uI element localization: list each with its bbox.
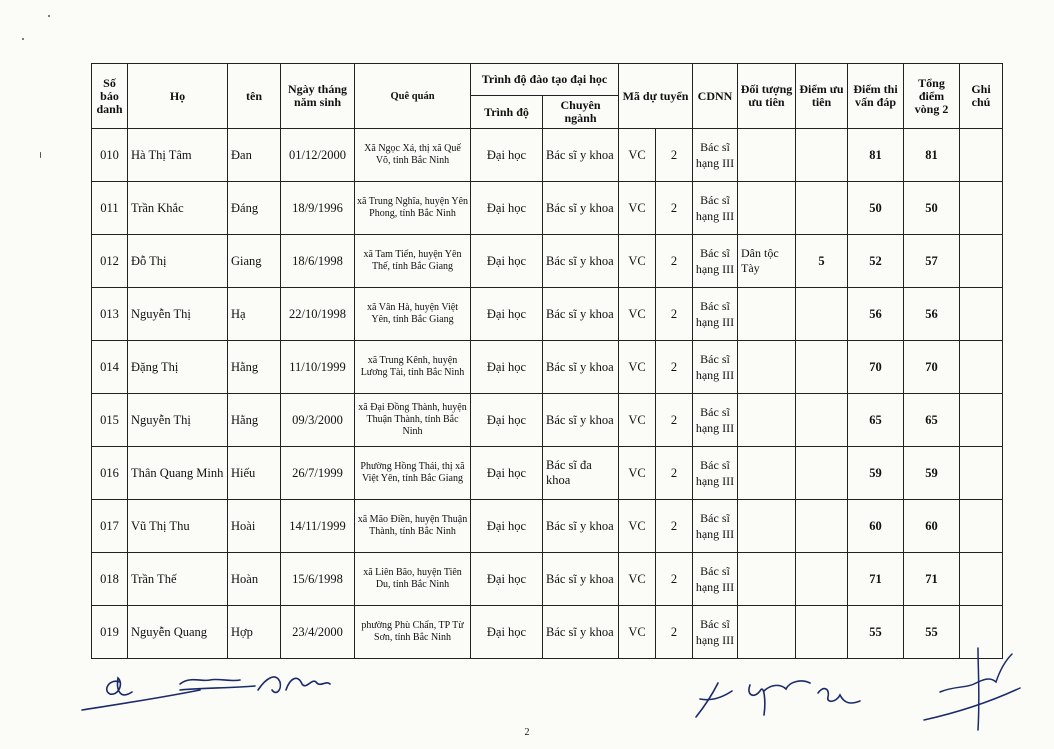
cell-doi-tuong <box>738 341 796 394</box>
cell-ma-du-tuyen-so: 2 <box>656 394 693 447</box>
table-row <box>92 394 1003 447</box>
cell-ho: Nguyễn Thị <box>128 394 228 447</box>
cell-ngay-sinh: 11/10/1999 <box>281 341 355 394</box>
col-header-chuyen-nganh: Chuyên ngành <box>543 96 619 129</box>
cell-diem-uu-tien <box>796 182 848 235</box>
table-row <box>92 129 1003 182</box>
col-header-ghi-chu: Ghi chú <box>960 64 1003 129</box>
cell-ma-du-tuyen-loai: VC <box>619 341 656 394</box>
col-header-doi-tuong: Đối tượng ưu tiên <box>738 64 796 129</box>
cell-ghi-chu <box>960 447 1003 500</box>
cell-trinh-do: Đại học <box>471 553 543 606</box>
col-header-que-quan: Quê quán <box>355 64 471 129</box>
cell-diem-uu-tien <box>796 341 848 394</box>
cell-doi-tuong <box>738 447 796 500</box>
table-row <box>92 553 1003 606</box>
cell-sbd: 016 <box>92 447 128 500</box>
cell-ma-du-tuyen-so: 2 <box>656 606 693 659</box>
cell-chuyen-nganh: Bác sĩ y khoa <box>543 553 619 606</box>
signature-left <box>80 660 360 720</box>
cell-cdnn: Bác sĩ hạng III <box>693 182 738 235</box>
cell-tong-diem: 65 <box>904 394 960 447</box>
cell-sbd: 011 <box>92 182 128 235</box>
cell-diem-thi: 56 <box>848 288 904 341</box>
cell-que-quan: xã Vân Hà, huyện Việt Yên, tỉnh Bắc Giang <box>355 288 471 341</box>
cell-ten: Giang <box>228 235 281 288</box>
cell-que-quan: phường Phù Chẩn, TP Từ Sơn, tỉnh Bắc Ninh <box>355 606 471 659</box>
cell-diem-thi: 81 <box>848 129 904 182</box>
cell-trinh-do: Đại học <box>471 341 543 394</box>
cell-cdnn: Bác sĩ hạng III <box>693 553 738 606</box>
cell-tong-diem: 60 <box>904 500 960 553</box>
cell-ma-du-tuyen-so: 2 <box>656 341 693 394</box>
cell-trinh-do: Đại học <box>471 182 543 235</box>
cell-ghi-chu <box>960 129 1003 182</box>
cell-ghi-chu <box>960 341 1003 394</box>
table-row <box>92 341 1003 394</box>
col-header-ngay-sinh: Ngày tháng năm sinh <box>281 64 355 129</box>
cell-ngay-sinh: 01/12/2000 <box>281 129 355 182</box>
cell-ten: Hợp <box>228 606 281 659</box>
cell-cdnn: Bác sĩ hạng III <box>693 129 738 182</box>
cell-doi-tuong <box>738 129 796 182</box>
cell-diem-uu-tien <box>796 288 848 341</box>
cell-ma-du-tuyen-loai: VC <box>619 606 656 659</box>
cell-trinh-do: Đại học <box>471 288 543 341</box>
cell-diem-uu-tien <box>796 129 848 182</box>
col-header-diem-thi: Điểm thi vấn đáp <box>848 64 904 129</box>
signature-middle <box>690 655 890 725</box>
cell-doi-tuong: Dân tộc Tày <box>738 235 796 288</box>
cell-tong-diem: 59 <box>904 447 960 500</box>
cell-tong-diem: 56 <box>904 288 960 341</box>
cell-diem-thi: 71 <box>848 553 904 606</box>
cell-ho: Thân Quang Minh <box>128 447 228 500</box>
table-row <box>92 606 1003 659</box>
cell-chuyen-nganh: Bác sĩ y khoa <box>543 341 619 394</box>
cell-ngay-sinh: 09/3/2000 <box>281 394 355 447</box>
cell-sbd: 010 <box>92 129 128 182</box>
col-header-trinh-do: Trình độ <box>471 96 543 129</box>
cell-chuyen-nganh: Bác sĩ đa khoa <box>543 447 619 500</box>
cell-diem-thi: 50 <box>848 182 904 235</box>
scan-speck <box>48 15 50 17</box>
cell-ghi-chu <box>960 500 1003 553</box>
cell-ngay-sinh: 22/10/1998 <box>281 288 355 341</box>
cell-diem-uu-tien: 5 <box>796 235 848 288</box>
cell-ho: Vũ Thị Thu <box>128 500 228 553</box>
cell-tong-diem: 55 <box>904 606 960 659</box>
cell-diem-thi: 65 <box>848 394 904 447</box>
cell-que-quan: Xã Ngọc Xá, thị xã Quế Võ, tỉnh Bắc Ninh <box>355 129 471 182</box>
cell-ma-du-tuyen-so: 2 <box>656 553 693 606</box>
cell-ngay-sinh: 18/9/1996 <box>281 182 355 235</box>
table-row <box>92 447 1003 500</box>
cell-ho: Nguyễn Thị <box>128 288 228 341</box>
page-number: 2 <box>524 727 530 738</box>
cell-que-quan: xã Mão Điền, huyện Thuận Thành, tỉnh Bắc Ninh <box>355 500 471 553</box>
cell-doi-tuong <box>738 500 796 553</box>
table-row <box>92 182 1003 235</box>
cell-cdnn: Bác sĩ hạng III <box>693 341 738 394</box>
cell-ngay-sinh: 23/4/2000 <box>281 606 355 659</box>
cell-cdnn: Bác sĩ hạng III <box>693 288 738 341</box>
scan-speck <box>40 152 41 158</box>
cell-chuyen-nganh: Bác sĩ y khoa <box>543 129 619 182</box>
cell-diem-thi: 55 <box>848 606 904 659</box>
cell-ten: Hiếu <box>228 447 281 500</box>
cell-cdnn: Bác sĩ hạng III <box>693 606 738 659</box>
cell-ngay-sinh: 26/7/1999 <box>281 447 355 500</box>
cell-tong-diem: 71 <box>904 553 960 606</box>
cell-cdnn: Bác sĩ hạng III <box>693 394 738 447</box>
cell-chuyen-nganh: Bác sĩ y khoa <box>543 606 619 659</box>
cell-que-quan: Phường Hồng Thái, thị xã Việt Yên, tỉnh Bắc Giang <box>355 447 471 500</box>
cell-ho: Đỗ Thị <box>128 235 228 288</box>
cell-diem-uu-tien <box>796 394 848 447</box>
results-table <box>91 63 1003 659</box>
cell-ngay-sinh: 14/11/1999 <box>281 500 355 553</box>
cell-chuyen-nganh: Bác sĩ y khoa <box>543 235 619 288</box>
cell-ma-du-tuyen-loai: VC <box>619 235 656 288</box>
cell-chuyen-nganh: Bác sĩ y khoa <box>543 394 619 447</box>
cell-ho: Nguyễn Quang <box>128 606 228 659</box>
scan-speck <box>22 38 24 40</box>
cell-diem-thi: 52 <box>848 235 904 288</box>
cell-ghi-chu <box>960 235 1003 288</box>
cell-chuyen-nganh: Bác sĩ y khoa <box>543 288 619 341</box>
col-header-cdnn: CDNN <box>693 64 738 129</box>
cell-trinh-do: Đại học <box>471 500 543 553</box>
table-row <box>92 500 1003 553</box>
cell-ma-du-tuyen-loai: VC <box>619 447 656 500</box>
signature-right <box>920 640 1040 735</box>
cell-trinh-do: Đại học <box>471 129 543 182</box>
cell-chuyen-nganh: Bác sĩ y khoa <box>543 182 619 235</box>
col-header-trinh-do-dao-tao: Trình độ đào tạo đại học <box>471 64 619 96</box>
cell-diem-thi: 70 <box>848 341 904 394</box>
cell-ho: Đặng Thị <box>128 341 228 394</box>
cell-cdnn: Bác sĩ hạng III <box>693 447 738 500</box>
cell-diem-thi: 60 <box>848 500 904 553</box>
cell-ten: Đan <box>228 129 281 182</box>
cell-ma-du-tuyen-so: 2 <box>656 129 693 182</box>
cell-ten: Đáng <box>228 182 281 235</box>
cell-ma-du-tuyen-so: 2 <box>656 500 693 553</box>
cell-ten: Hằng <box>228 394 281 447</box>
cell-ngay-sinh: 18/6/1998 <box>281 235 355 288</box>
cell-ma-du-tuyen-loai: VC <box>619 394 656 447</box>
cell-ten: Hạ <box>228 288 281 341</box>
cell-ma-du-tuyen-so: 2 <box>656 182 693 235</box>
cell-chuyen-nganh: Bác sĩ y khoa <box>543 500 619 553</box>
col-header-ten: tên <box>228 64 281 129</box>
cell-ghi-chu <box>960 182 1003 235</box>
cell-ho: Hà Thị Tâm <box>128 129 228 182</box>
cell-doi-tuong <box>738 606 796 659</box>
cell-que-quan: xã Đại Đồng Thành, huyện Thuận Thành, tỉnh Bắc Ninh <box>355 394 471 447</box>
cell-ten: Hằng <box>228 341 281 394</box>
cell-doi-tuong <box>738 182 796 235</box>
cell-ma-du-tuyen-so: 2 <box>656 288 693 341</box>
cell-diem-uu-tien <box>796 606 848 659</box>
cell-diem-uu-tien <box>796 500 848 553</box>
cell-ghi-chu <box>960 288 1003 341</box>
cell-trinh-do: Đại học <box>471 447 543 500</box>
cell-cdnn: Bác sĩ hạng III <box>693 500 738 553</box>
cell-ma-du-tuyen-loai: VC <box>619 182 656 235</box>
cell-doi-tuong <box>738 553 796 606</box>
cell-sbd: 018 <box>92 553 128 606</box>
cell-tong-diem: 50 <box>904 182 960 235</box>
cell-ho: Trần Thế <box>128 553 228 606</box>
cell-ma-du-tuyen-loai: VC <box>619 500 656 553</box>
cell-doi-tuong <box>738 288 796 341</box>
cell-ma-du-tuyen-loai: VC <box>619 288 656 341</box>
cell-que-quan: xã Trung Nghĩa, huyện Yên Phong, tỉnh Bắc Ninh <box>355 182 471 235</box>
cell-cdnn: Bác sĩ hạng III <box>693 235 738 288</box>
cell-ma-du-tuyen-so: 2 <box>656 235 693 288</box>
cell-que-quan: xã Tam Tiến, huyện Yên Thế, tỉnh Bắc Giang <box>355 235 471 288</box>
cell-ten: Hoài <box>228 500 281 553</box>
col-header-diem-uu-tien: Điểm ưu tiên <box>796 64 848 129</box>
cell-ma-du-tuyen-loai: VC <box>619 553 656 606</box>
col-header-tong-diem: Tổng điểm vòng 2 <box>904 64 960 129</box>
cell-ten: Hoàn <box>228 553 281 606</box>
cell-sbd: 014 <box>92 341 128 394</box>
cell-ma-du-tuyen-loai: VC <box>619 129 656 182</box>
cell-que-quan: xã Liên Bão, huyện Tiên Du, tỉnh Bắc Ninh <box>355 553 471 606</box>
cell-sbd: 015 <box>92 394 128 447</box>
cell-que-quan: xã Trung Kênh, huyện Lương Tài, tỉnh Bắc Ninh <box>355 341 471 394</box>
cell-diem-thi: 59 <box>848 447 904 500</box>
cell-tong-diem: 57 <box>904 235 960 288</box>
cell-ho: Trần Khắc <box>128 182 228 235</box>
table-row <box>92 288 1003 341</box>
cell-diem-uu-tien <box>796 447 848 500</box>
col-header-ho: Họ <box>128 64 228 129</box>
cell-tong-diem: 81 <box>904 129 960 182</box>
cell-trinh-do: Đại học <box>471 394 543 447</box>
table-row <box>92 235 1003 288</box>
cell-diem-uu-tien <box>796 553 848 606</box>
col-header-sbd: Số báo danh <box>92 64 128 129</box>
cell-ghi-chu <box>960 394 1003 447</box>
cell-ngay-sinh: 15/6/1998 <box>281 553 355 606</box>
cell-ma-du-tuyen-so: 2 <box>656 447 693 500</box>
cell-trinh-do: Đại học <box>471 235 543 288</box>
cell-tong-diem: 70 <box>904 341 960 394</box>
cell-ghi-chu <box>960 553 1003 606</box>
cell-sbd: 019 <box>92 606 128 659</box>
cell-sbd: 012 <box>92 235 128 288</box>
cell-sbd: 013 <box>92 288 128 341</box>
cell-sbd: 017 <box>92 500 128 553</box>
cell-doi-tuong <box>738 394 796 447</box>
cell-trinh-do: Đại học <box>471 606 543 659</box>
table-body <box>92 129 1003 659</box>
col-header-ma-du-tuyen: Mã dự tuyển <box>619 64 693 129</box>
